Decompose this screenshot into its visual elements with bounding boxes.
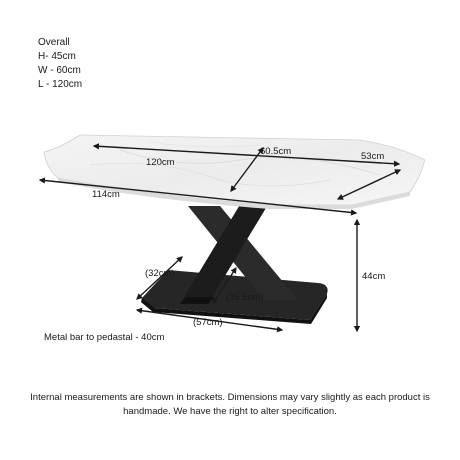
leg-height-label: (35.5cm) xyxy=(226,292,264,303)
footer-disclaimer: Internal measurements are shown in brackets. Dimensions may vary slightly as each product is handmade. We have the right to alter specification. xyxy=(30,392,430,417)
overall-heading: Overall xyxy=(38,37,70,48)
top-width-mid-label: 60.5cm xyxy=(260,146,292,157)
metal-bar-note: Metal bar to pedastal - 40cm xyxy=(44,332,165,343)
lower-length-label: 114cm xyxy=(92,189,120,200)
overall-width: W - 60cm xyxy=(38,65,81,76)
base-width-label: (32cm) xyxy=(145,268,175,279)
base-length-label: (57cm) xyxy=(193,317,223,328)
top-width-end-label: 53cm xyxy=(361,151,385,162)
height-label: 44cm xyxy=(362,271,386,282)
overall-length: L - 120cm xyxy=(38,79,83,90)
top-length-label: 120cm xyxy=(146,157,175,168)
overall-height: H- 45cm xyxy=(38,51,76,62)
